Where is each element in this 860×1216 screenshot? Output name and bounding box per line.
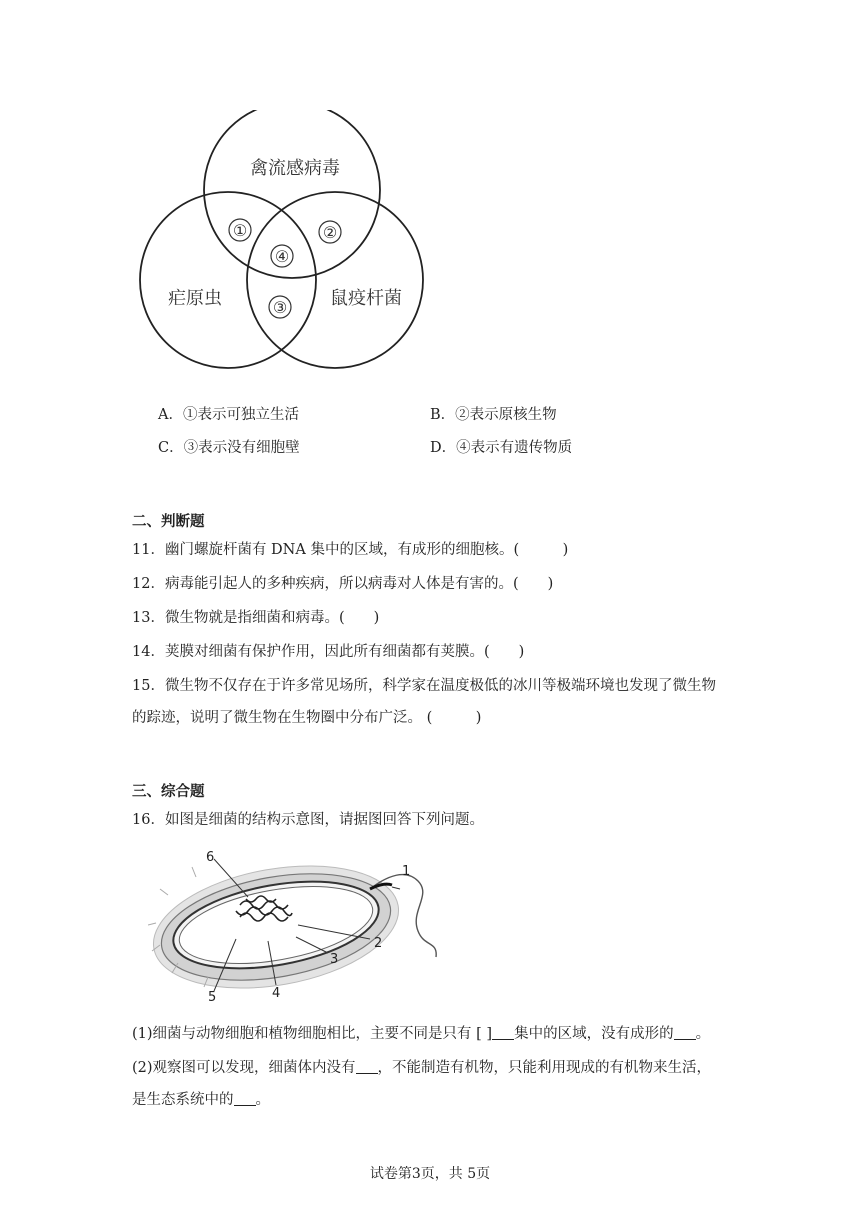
- venn-region-2: ②: [322, 223, 338, 242]
- sub-question-2-end: 。: [255, 1092, 270, 1108]
- bacterium-figure: [148, 845, 438, 1005]
- option-b[interactable]: B．②表示原核生物: [430, 407, 557, 423]
- figure-label-2: 2: [374, 936, 383, 951]
- option-c[interactable]: C．③表示没有细胞壁: [158, 440, 300, 456]
- venn-circle-left: [140, 192, 316, 368]
- venn-label-left: 疟原虫: [168, 288, 222, 309]
- question-13: 13．微生物就是指细菌和病毒。( ): [132, 610, 380, 626]
- sub-question-1-end: 。: [695, 1026, 711, 1042]
- question-14: 14．荚膜对细菌有保护作用，因此所有细菌都有荚膜。( ): [132, 644, 525, 660]
- option-a[interactable]: A．①表示可独立生活: [158, 407, 299, 423]
- venn-region-4: ④: [274, 247, 290, 266]
- figure-label-4: 4: [272, 986, 281, 1001]
- venn-label-right: 鼠疫杆菌: [330, 288, 402, 309]
- question-15-line2: 的踪迹，说明了微生物在生物圈中分布广泛。 ( ): [132, 710, 482, 726]
- option-d[interactable]: D．④表示有遗传物质: [430, 440, 573, 456]
- answer-blank[interactable]: [674, 1025, 696, 1040]
- section3-heading: 三、综合题: [132, 783, 205, 800]
- question-12: 12．病毒能引起人的多种疾病，所以病毒对人体是有害的。( ): [132, 576, 554, 592]
- figure-label-1: 1: [402, 864, 411, 879]
- sub-question-2-part1: (2)观察图可以发现，细菌体内没有: [132, 1060, 356, 1076]
- answer-blank[interactable]: [356, 1059, 378, 1074]
- page-footer: 试卷第3页，共 5页: [369, 1166, 491, 1182]
- section2-heading: 二、判断题: [132, 513, 205, 530]
- sub-question-2-line2-text: 是生态系统中的: [132, 1092, 234, 1108]
- figure-label-5: 5: [208, 990, 217, 1005]
- venn-circle-right: [247, 192, 423, 368]
- figure-label-3: 3: [330, 952, 339, 967]
- answer-blank[interactable]: [492, 1025, 514, 1040]
- venn-diagram: [130, 110, 430, 380]
- sub-question-1: [132, 1024, 710, 1044]
- answer-blank[interactable]: [234, 1091, 256, 1106]
- sub-question-2-line2: [132, 1090, 270, 1110]
- question-15-line1: 15．微生物不仅存在于许多常见场所，科学家在温度极低的冰川等极端环境也发现了微生物: [132, 678, 716, 694]
- venn-region-3: ③: [272, 298, 288, 317]
- question-16: 16．如图是细菌的结构示意图，请据图回答下列问题。: [132, 812, 484, 828]
- venn-label-top: 禽流感病毒: [250, 158, 340, 179]
- figure-label-6: 6: [206, 850, 215, 865]
- sub-question-1-part1: (1)细菌与动物细胞和植物细胞相比，主要不同是只有 [ ]: [132, 1026, 493, 1042]
- question-11: 11．幽门螺旋杆菌有 DNA 集中的区域，有成形的细胞核。( ): [132, 542, 569, 558]
- sub-question-2: [132, 1058, 711, 1078]
- sub-question-2-part2: ，不能制造有机物，只能利用现成的有机物来生活，: [377, 1060, 712, 1076]
- venn-region-1: ①: [232, 221, 248, 240]
- sub-question-1-part2: 集中的区域，没有成形的: [514, 1026, 674, 1042]
